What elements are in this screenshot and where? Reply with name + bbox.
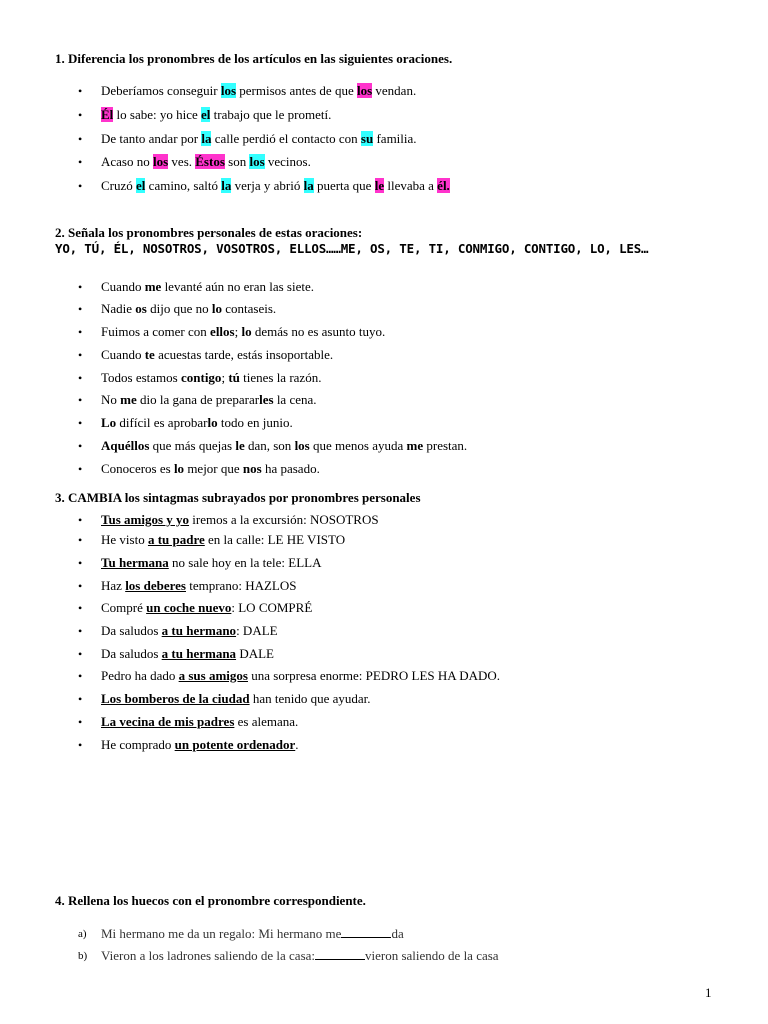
text-run: No — [101, 392, 121, 407]
list-item-text — [101, 346, 333, 364]
highlighted-word: los — [153, 154, 169, 169]
text-run: Conoceros es — [101, 461, 174, 476]
text-before-blank: Mi hermano me da un regalo: Mi hermano me — [101, 926, 342, 941]
text-run: He comprado — [101, 737, 175, 752]
highlighted-word: Él — [101, 107, 114, 122]
text-run: verja y abrió — [231, 178, 304, 193]
bullet-icon: • — [78, 513, 83, 527]
list-item-text — [101, 414, 293, 432]
text-run: todo en junio. — [217, 415, 293, 430]
text-run: Nadie — [101, 301, 136, 316]
highlighted-word: un coche nuevo — [146, 600, 232, 615]
item-letter: a) — [78, 928, 87, 940]
highlighted-word: Lo — [101, 415, 117, 430]
list-item-text — [101, 531, 345, 549]
highlighted-word: lo — [211, 301, 222, 316]
text-run: Compré — [101, 600, 147, 615]
text-run: Deberíamos conseguir — [101, 83, 221, 98]
text-run: familia. — [373, 131, 417, 146]
list-item-text — [101, 511, 379, 529]
text-run: camino, saltó — [145, 178, 222, 193]
text-run: dijo que no — [146, 301, 212, 316]
list-item-text — [101, 130, 417, 148]
item-letter: b) — [78, 950, 88, 962]
fill-in-text — [101, 947, 499, 965]
text-run: Da saludos — [101, 623, 162, 638]
text-run: iremos a la excursión: NOSOTROS — [189, 512, 379, 527]
bullet-icon: • — [78, 462, 83, 476]
text-run: han tenido que ayudar. — [249, 691, 371, 706]
highlighted-word: me — [144, 279, 162, 294]
bullet-icon: • — [78, 624, 83, 638]
list-item-text — [101, 736, 299, 754]
text-run: ; — [221, 370, 229, 385]
section-3-title: 3. CAMBIA los sintagmas subrayados por pronombres personales — [55, 490, 421, 505]
text-run: calle perdió el contacto con — [211, 131, 361, 146]
text-run: : LO COMPRÉ — [231, 600, 313, 615]
highlighted-word: el — [136, 178, 146, 193]
bullet-icon: • — [78, 669, 83, 683]
highlighted-word: a tu padre — [147, 532, 205, 547]
text-run: lo sabe: yo hice — [113, 107, 202, 122]
highlighted-word: a tu hermano — [161, 623, 237, 638]
text-run: ; — [234, 324, 242, 339]
text-run: . — [295, 737, 299, 752]
bullet-icon: • — [78, 108, 83, 122]
text-run: Cuando — [101, 347, 145, 362]
text-run: Cuando — [101, 279, 145, 294]
text-run: Cruzó — [101, 178, 137, 193]
bullet-icon: • — [78, 692, 83, 706]
text-run: son — [224, 154, 250, 169]
highlighted-word: me — [120, 392, 137, 407]
highlighted-word: la — [221, 178, 232, 193]
text-run: ha pasado. — [261, 461, 320, 476]
highlighted-word: contigo — [180, 370, 222, 385]
highlighted-word: lo — [241, 324, 252, 339]
bullet-icon: • — [78, 601, 83, 615]
highlighted-word: los — [249, 154, 265, 169]
text-run: prestan. — [423, 438, 468, 453]
list-item-text — [101, 323, 385, 341]
list-item-text — [101, 645, 274, 663]
highlighted-word: un potente ordenador — [174, 737, 296, 752]
bullet-icon: • — [78, 556, 83, 570]
list-item-text — [101, 690, 371, 708]
highlighted-word: los — [356, 83, 373, 98]
text-run: Fuimos a comer con — [101, 324, 211, 339]
list-item-text — [101, 153, 311, 171]
text-before-blank: Vieron a los ladrones saliendo de la casa: — [101, 948, 316, 963]
text-run: la cena. — [273, 392, 317, 407]
highlighted-word: él. — [437, 178, 450, 193]
text-run: puerta que — [313, 178, 375, 193]
bullet-icon: • — [78, 439, 83, 453]
highlighted-word: Los bomberos de la ciudad — [101, 691, 250, 706]
bullet-icon: • — [78, 579, 83, 593]
list-item-text — [101, 599, 312, 617]
text-run: levanté aún no eran las siete. — [161, 279, 314, 294]
bullet-icon: • — [78, 416, 83, 430]
section-4-title: 4. Rellena los huecos con el pronombre correspondiente. — [55, 893, 366, 908]
highlighted-word: os — [135, 301, 147, 316]
bullet-icon: • — [78, 738, 83, 752]
highlighted-word: le — [374, 178, 385, 193]
text-run: tienes la razón. — [239, 370, 322, 385]
list-item-text — [101, 713, 298, 731]
highlighted-word: le — [235, 438, 245, 453]
text-run: ves. — [168, 154, 196, 169]
bullet-icon: • — [78, 179, 83, 193]
text-after-blank: da — [391, 926, 404, 941]
highlighted-word: les — [259, 392, 274, 407]
list-item-text — [101, 460, 320, 478]
text-run: dan, son — [244, 438, 295, 453]
answer-blank[interactable] — [341, 926, 391, 938]
text-run: Da saludos — [101, 646, 162, 661]
text-run: no sale hoy en la tele: ELLA — [168, 555, 322, 570]
text-run: trabajo que le prometí. — [210, 107, 332, 122]
text-run: Acaso no — [101, 154, 153, 169]
text-run: permisos antes de que — [236, 83, 357, 98]
highlighted-word: su — [360, 131, 374, 146]
highlighted-word: lo — [173, 461, 185, 476]
highlighted-word: a sus amigos — [178, 668, 248, 683]
highlighted-word: los — [220, 83, 237, 98]
list-item-text — [101, 177, 450, 195]
text-run: temprano: HAZLOS — [185, 578, 297, 593]
highlighted-word: los — [294, 438, 310, 453]
section-1-title: 1. Diferencia los pronombres de los artículos en las siguientes oraciones. — [55, 51, 453, 66]
highlighted-word: Tu hermana — [101, 555, 169, 570]
bullet-icon: • — [78, 155, 83, 169]
list-item-text — [101, 300, 276, 318]
highlighted-word: Éstos — [195, 154, 225, 169]
highlighted-word: lo — [207, 415, 218, 430]
bullet-icon: • — [78, 647, 83, 661]
list-item-text — [101, 667, 500, 685]
bullet-icon: • — [78, 84, 83, 98]
text-after-blank: vieron saliendo de la casa — [365, 948, 499, 963]
text-run: vecinos. — [264, 154, 311, 169]
highlighted-word: Tus amigos y yo — [101, 512, 190, 527]
text-run: que más quejas — [149, 438, 236, 453]
bullet-icon: • — [78, 371, 83, 385]
text-run: Pedro ha dado — [101, 668, 179, 683]
bullet-icon: • — [78, 715, 83, 729]
list-item-text — [101, 554, 322, 572]
text-run: : DALE — [236, 623, 278, 638]
list-item-text — [101, 391, 317, 409]
text-run: dio la gana de preparar — [136, 392, 260, 407]
text-run: vendan. — [372, 83, 417, 98]
text-run: es alemana. — [234, 714, 299, 729]
list-item-text — [101, 106, 331, 124]
highlighted-word: La vecina de mis padres — [101, 714, 235, 729]
list-item-text — [101, 577, 296, 595]
list-item-text — [101, 82, 416, 100]
highlighted-word: nos — [242, 461, 262, 476]
page-number: 1 — [705, 985, 712, 1000]
text-run: demás no es asunto tuyo. — [251, 324, 386, 339]
section-2-title: 2. Señala los pronombres personales de estas oraciones: — [55, 225, 363, 240]
text-run: Haz — [101, 578, 126, 593]
text-run: mejor que — [184, 461, 243, 476]
fill-in-text — [101, 925, 404, 943]
text-run: contaseis. — [221, 301, 277, 316]
bullet-icon: • — [78, 393, 83, 407]
text-run: De tanto andar por — [101, 131, 202, 146]
text-run: en la calle: LE HE VISTO — [204, 532, 346, 547]
highlighted-word: ellos — [210, 324, 235, 339]
bullet-icon: • — [78, 302, 83, 316]
highlighted-word: la — [201, 131, 212, 146]
highlighted-word: me — [406, 438, 424, 453]
text-run: llevaba a — [384, 178, 438, 193]
bullet-icon: • — [78, 348, 83, 362]
highlighted-word: el — [201, 107, 211, 122]
highlighted-word: te — [144, 347, 155, 362]
answer-blank[interactable] — [315, 948, 365, 960]
text-run: DALE — [236, 646, 274, 661]
highlighted-word: los deberes — [125, 578, 186, 593]
bullet-icon: • — [78, 533, 83, 547]
bullet-icon: • — [78, 280, 83, 294]
text-run: que menos ayuda — [309, 438, 407, 453]
highlighted-word: Aquéllos — [101, 438, 150, 453]
highlighted-word: tú — [228, 370, 240, 385]
list-item-text — [101, 369, 321, 387]
bullet-icon: • — [78, 325, 83, 339]
text-run: acuestas tarde, estás insoportable. — [154, 347, 334, 362]
text-run: una sorpresa enorme: PEDRO LES HA DADO. — [247, 668, 501, 683]
text-run: Todos estamos — [101, 370, 181, 385]
text-run: difícil es aprobar — [116, 415, 208, 430]
section-2-pronoun-list: YO, TÚ, ÉL, NOSOTROS, VOSOTROS, ELLOS……ME, OS, TE, TI, CONMIGO, CONTIGO, LO, LES… — [55, 241, 649, 256]
list-item-text — [101, 622, 278, 640]
list-item-text — [101, 437, 467, 455]
highlighted-word: a tu hermana — [161, 646, 237, 661]
bullet-icon: • — [78, 132, 83, 146]
list-item-text — [101, 278, 314, 296]
text-run: He visto — [101, 532, 148, 547]
highlighted-word: la — [303, 178, 314, 193]
